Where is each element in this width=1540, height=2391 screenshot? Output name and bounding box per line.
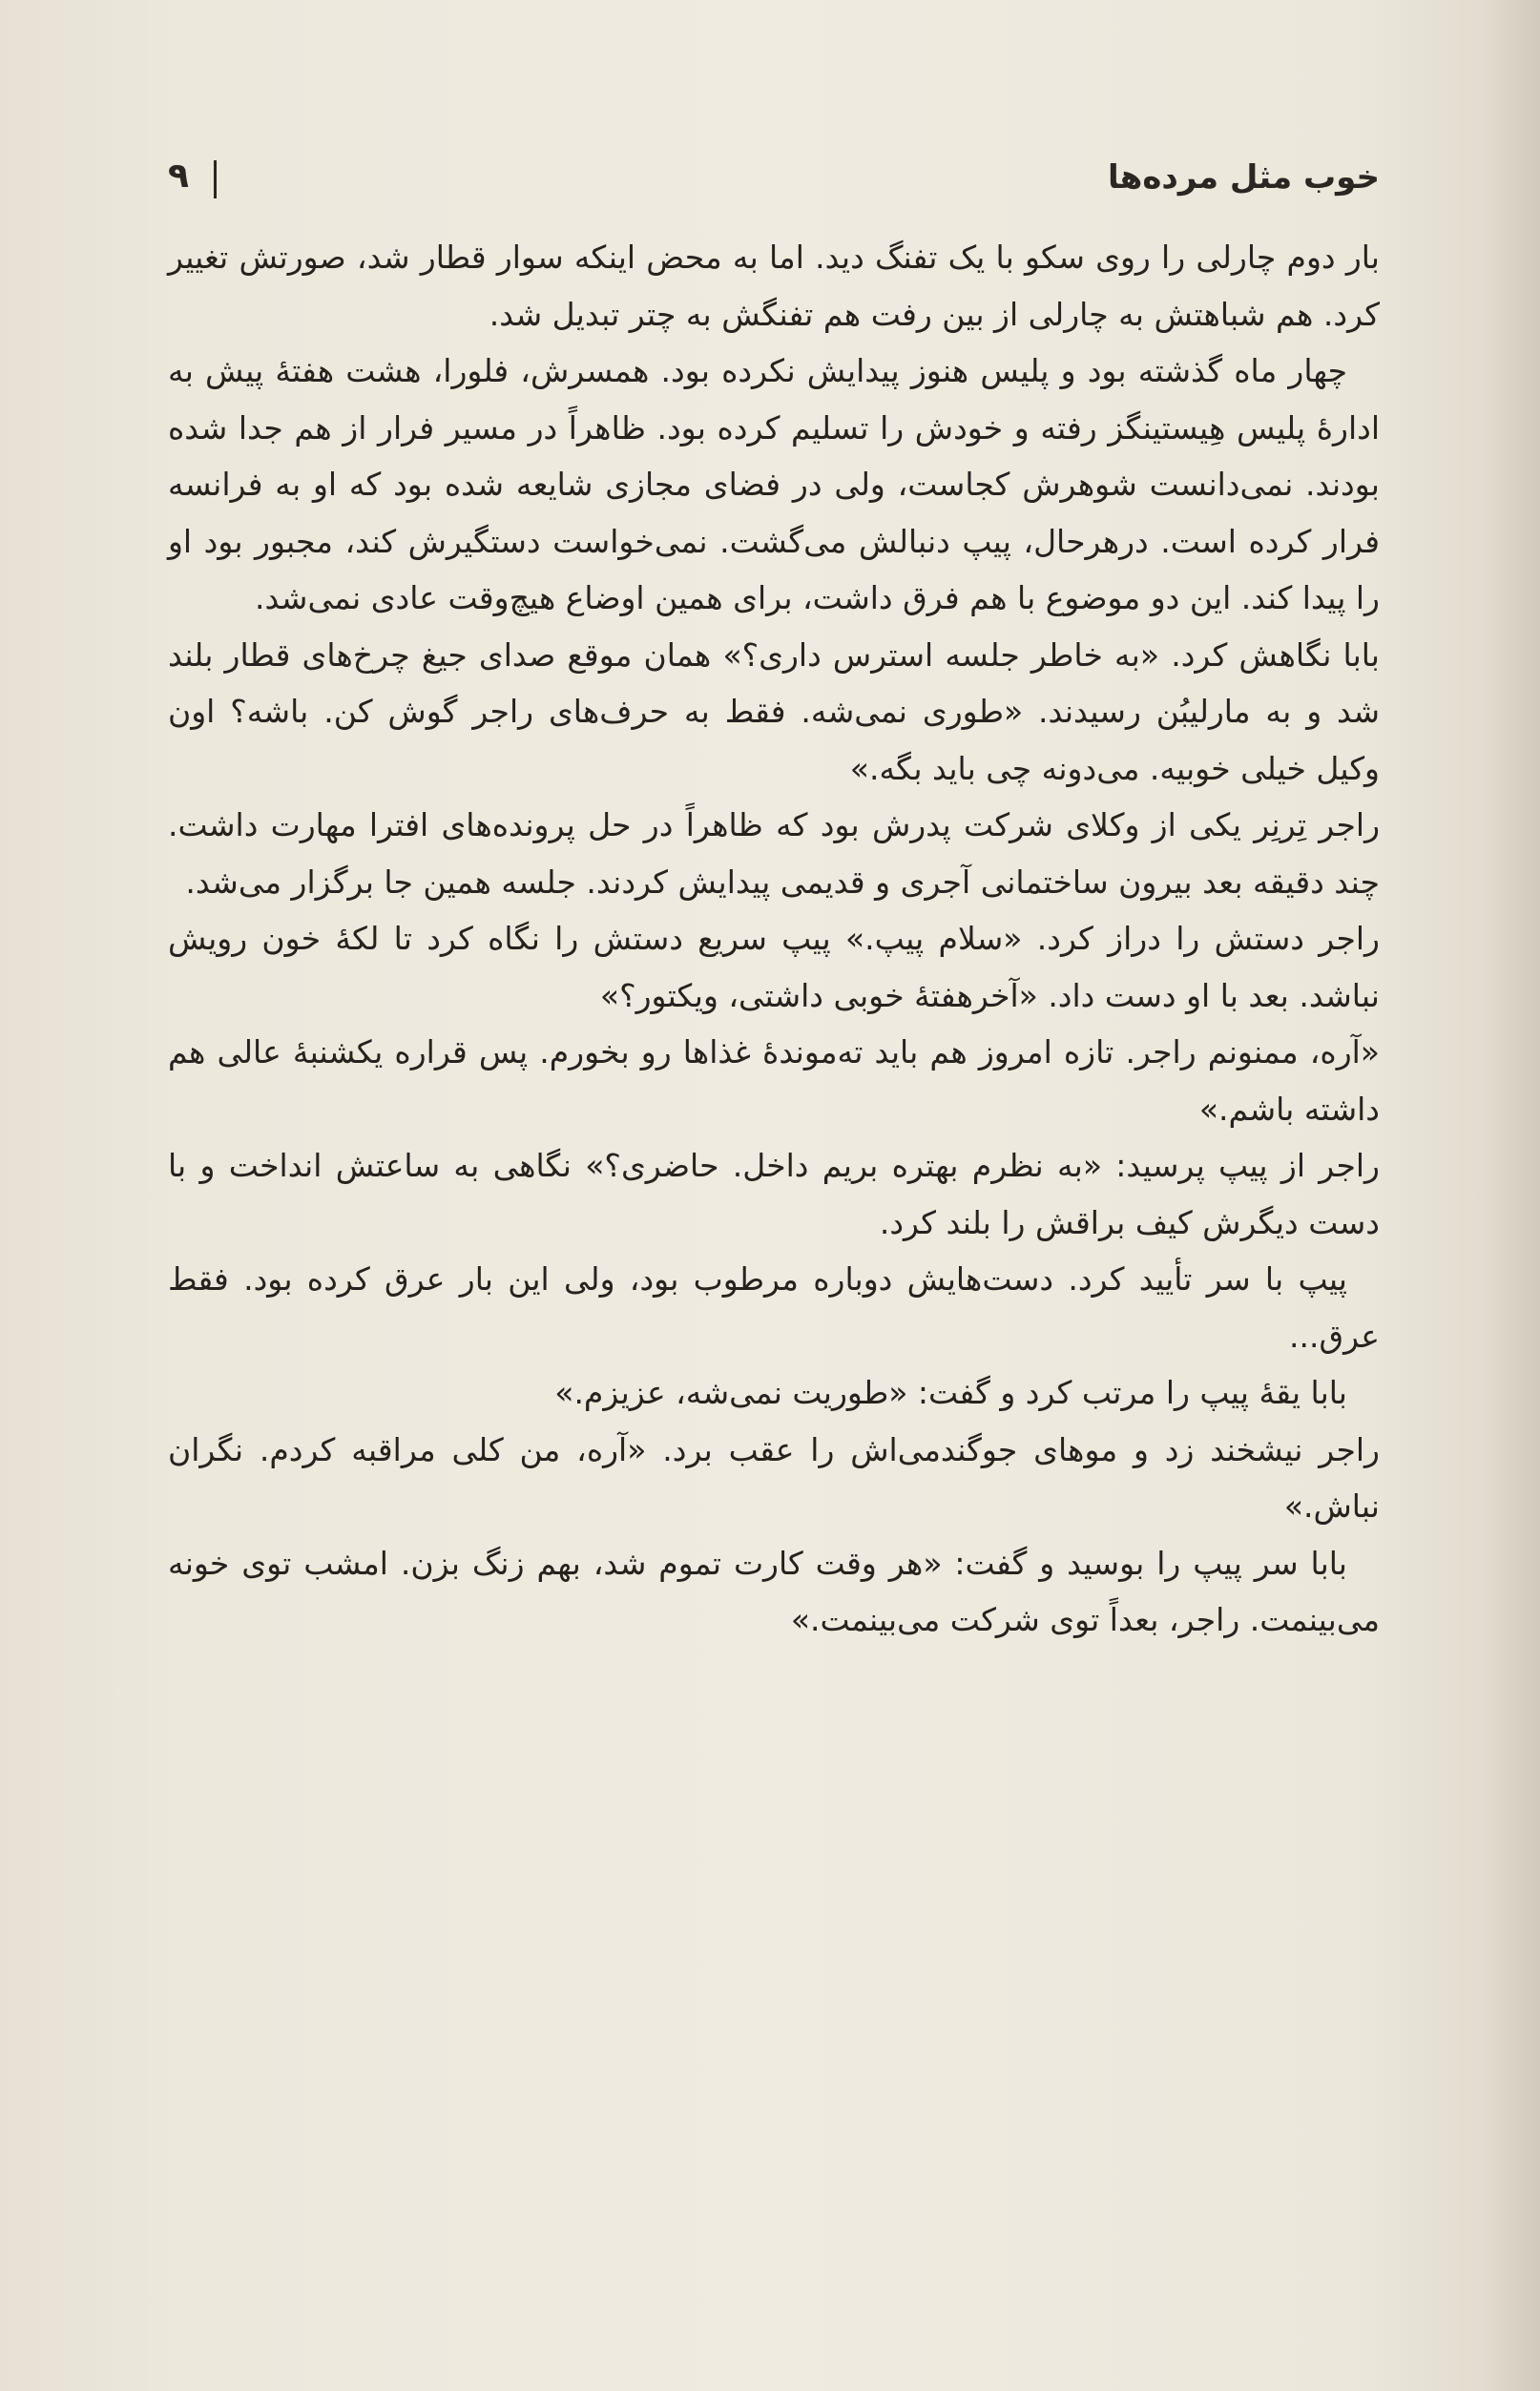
paragraph: چهار ماه گذشته بود و پلیس هنوز پیدایش نکرده بود. همسرش، فلورا، هشت هفتهٔ پیش به ادارهٔ پلیس هِیستینگز رفته و خودش را تسلیم کرده بود. ظاهراً در مسیر فرار از هم جدا شده بودند. نمی‌دانست شوهرش کجاست، ولی در فضای مجازی شایعه شده بود که او به فرانسه فرار کرده است. درهرحال، پیپ دنبالش می‌گشت. نمی‌خواست دستگیرش کند، مجبور بود او را پیدا کند. این دو موضوع با هم فرق داشت، برای همین اوضاع هیچ‌وقت عادی نمی‌شد.: [168, 352, 1380, 616]
paragraph: پیپ با سر تأیید کرد. دست‌هایش دوباره مرطوب بود، ولی این بار عرق کرده بود. فقط عرق...: [168, 1260, 1380, 1355]
paragraph: بابا یقهٔ پیپ را مرتب کرد و گفت: «طوریت نمی‌شه، عزیزم.»: [554, 1374, 1347, 1411]
paragraph: «آره، ممنونم راجر. تازه امروز هم باید ته‌موندهٔ غذاها رو بخورم. پس قراره یکشنبهٔ عالی هم داشته باشم.»: [168, 1033, 1380, 1128]
paragraph: بار دوم چارلی را روی سکو با یک تفنگ دید. اما به محض اینکه سوار قطار شد، صورتش تغییر کرد. هم شباهتش به چارلی از بین رفت هم تفنگش به چتر تبدیل شد.: [168, 239, 1380, 333]
paragraph: بابا نگاهش کرد. «به خاطر جلسه استرس داری؟» همان موقع صدای جیغ چرخ‌های قطار بلند شد و به مارلیبُن رسیدند. «طوری نمی‌شه. فقط به حرف‌های راجر گوش کن. باشه؟ اون وکیل خیلی خوبیه. می‌دونه چی باید بگه.»: [168, 635, 1380, 787]
paragraph: راجر نیشخند زد و موهای جوگندمی‌اش را عقب برد. «آره، من کلی مراقبه کردم. نگران نباش.»: [168, 1430, 1380, 1525]
page-number: ۹: [168, 156, 189, 196]
spine-shadow: [1483, 0, 1540, 2391]
paragraph: راجر از پیپ پرسید: «به نظرم بهتره بریم داخل. حاضری؟» نگاهی به ساعتش انداخت و با دست دیگرش کیف براقش را بلند کرد.: [168, 1147, 1380, 1241]
paragraph: راجر دستش را دراز کرد. «سلام پیپ.» پیپ سریع دستش را نگاه کرد تا لکهٔ خون رویش نباشد. بعد با او دست داد. «آخرهفتهٔ خوبی داشتی، ویکتور؟»: [168, 920, 1380, 1014]
paragraph: راجر تِرنِر یکی از وکلای شرکت پدرش بود که ظاهراً در حل پرونده‌های افترا مهارت داشت. چند دقیقه بعد بیرون ساختمانی آجری و قدیمی پیدایش کردند. جلسه همین جا برگزار می‌شد.: [168, 806, 1380, 901]
header-divider: [214, 160, 217, 198]
running-title: خوب مثل مرده‌ها: [1108, 158, 1380, 197]
paragraph: بابا سر پیپ را بوسید و گفت: «هر وقت کارت تموم شد، بهم زنگ بزن. امشب توی خونه می‌بینمت. راجر، بعداً توی شرکت می‌بینمت.»: [168, 1544, 1380, 1638]
body-text: [168, 229, 1380, 1649]
page-header: [168, 153, 1380, 210]
